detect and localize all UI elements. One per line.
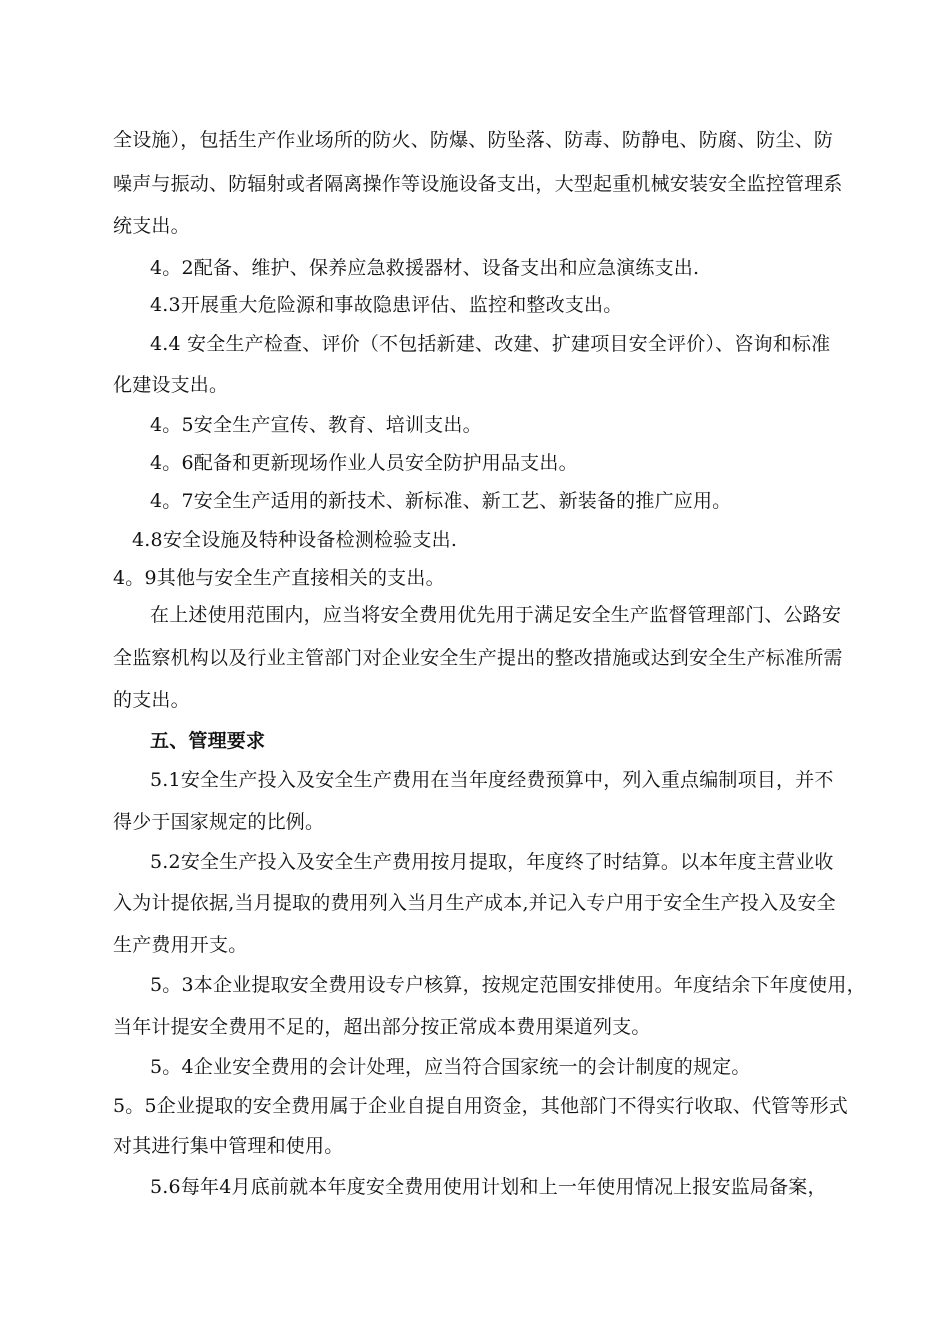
text-line: 5。3本企业提取安全费用设专户核算，按规定范围安排使用。年度结余下年度使用，	[150, 974, 866, 996]
text-line: 全设施），包括生产作业场所的防火、防爆、防坠落、防毒、防静电、防腐、防尘、防	[113, 129, 834, 151]
text-line: 4.8安全设施及特种设备检测检验支出.	[132, 529, 458, 551]
text-line: 4。5安全生产宣传、教育、培训支出。	[150, 414, 482, 436]
text-line: 4.3开展重大危险源和事故隐患评估、监控和整改支出。	[150, 294, 623, 316]
text-line: 5.6每年4月底前就本年度安全费用使用计划和上一年使用情况上报安监局备案，	[150, 1176, 827, 1198]
text-line: 4。9其他与安全生产直接相关的支出。	[113, 567, 445, 589]
text-line: 5.1安全生产投入及安全生产费用在当年度经费预算中，列入重点编制项目，并不	[150, 769, 834, 791]
text-line: 4.4 安全生产检查、评价（不包括新建、改建、扩建项目安全评价）、咨询和标准	[150, 333, 831, 355]
text-line: 生产费用开支。	[113, 934, 248, 956]
text-line: 全监察机构以及行业主管部门对企业安全生产提出的整改措施或达到安全生产标准所需	[113, 647, 843, 669]
section-heading: 五、管理要求	[150, 730, 266, 752]
text-line: 噪声与振动、防辐射或者隔离操作等设施设备支出，大型起重机械安装安全监控管理系	[113, 173, 843, 195]
text-line: 当年计提安全费用不足的，超出部分按正常成本费用渠道列支。	[113, 1016, 651, 1038]
text-line: 5。4企业安全费用的会计处理，应当符合国家统一的会计制度的规定。	[150, 1056, 751, 1078]
text-line: 4。7安全生产适用的新技术、新标准、新工艺、新装备的推广应用。	[150, 490, 732, 512]
text-line: 入为计提依据,当月提取的费用列入当月生产成本,并记入专户用于安全生产投入及安全	[113, 892, 836, 914]
text-line: 在上述使用范围内，应当将安全费用优先用于满足安全生产监督管理部门、公路安	[150, 604, 842, 626]
text-line: 4。2配备、维护、保养应急救援器材、设备支出和应急演练支出.	[150, 257, 700, 279]
text-line: 对其进行集中管理和使用。	[113, 1135, 344, 1157]
text-line: 的支出。	[113, 689, 190, 711]
text-line: 得少于国家规定的比例。	[113, 811, 325, 833]
text-line: 化建设支出。	[113, 374, 229, 396]
text-line: 5.2安全生产投入及安全生产费用按月提取，年度终了时结算。以本年度主营业收	[150, 851, 834, 873]
text-line: 5。5企业提取的安全费用属于企业自提自用资金，其他部门不得实行收取、代管等形式	[113, 1095, 848, 1117]
text-line: 统支出。	[113, 215, 190, 237]
text-line: 4。6配备和更新现场作业人员安全防护用品支出。	[150, 452, 578, 474]
